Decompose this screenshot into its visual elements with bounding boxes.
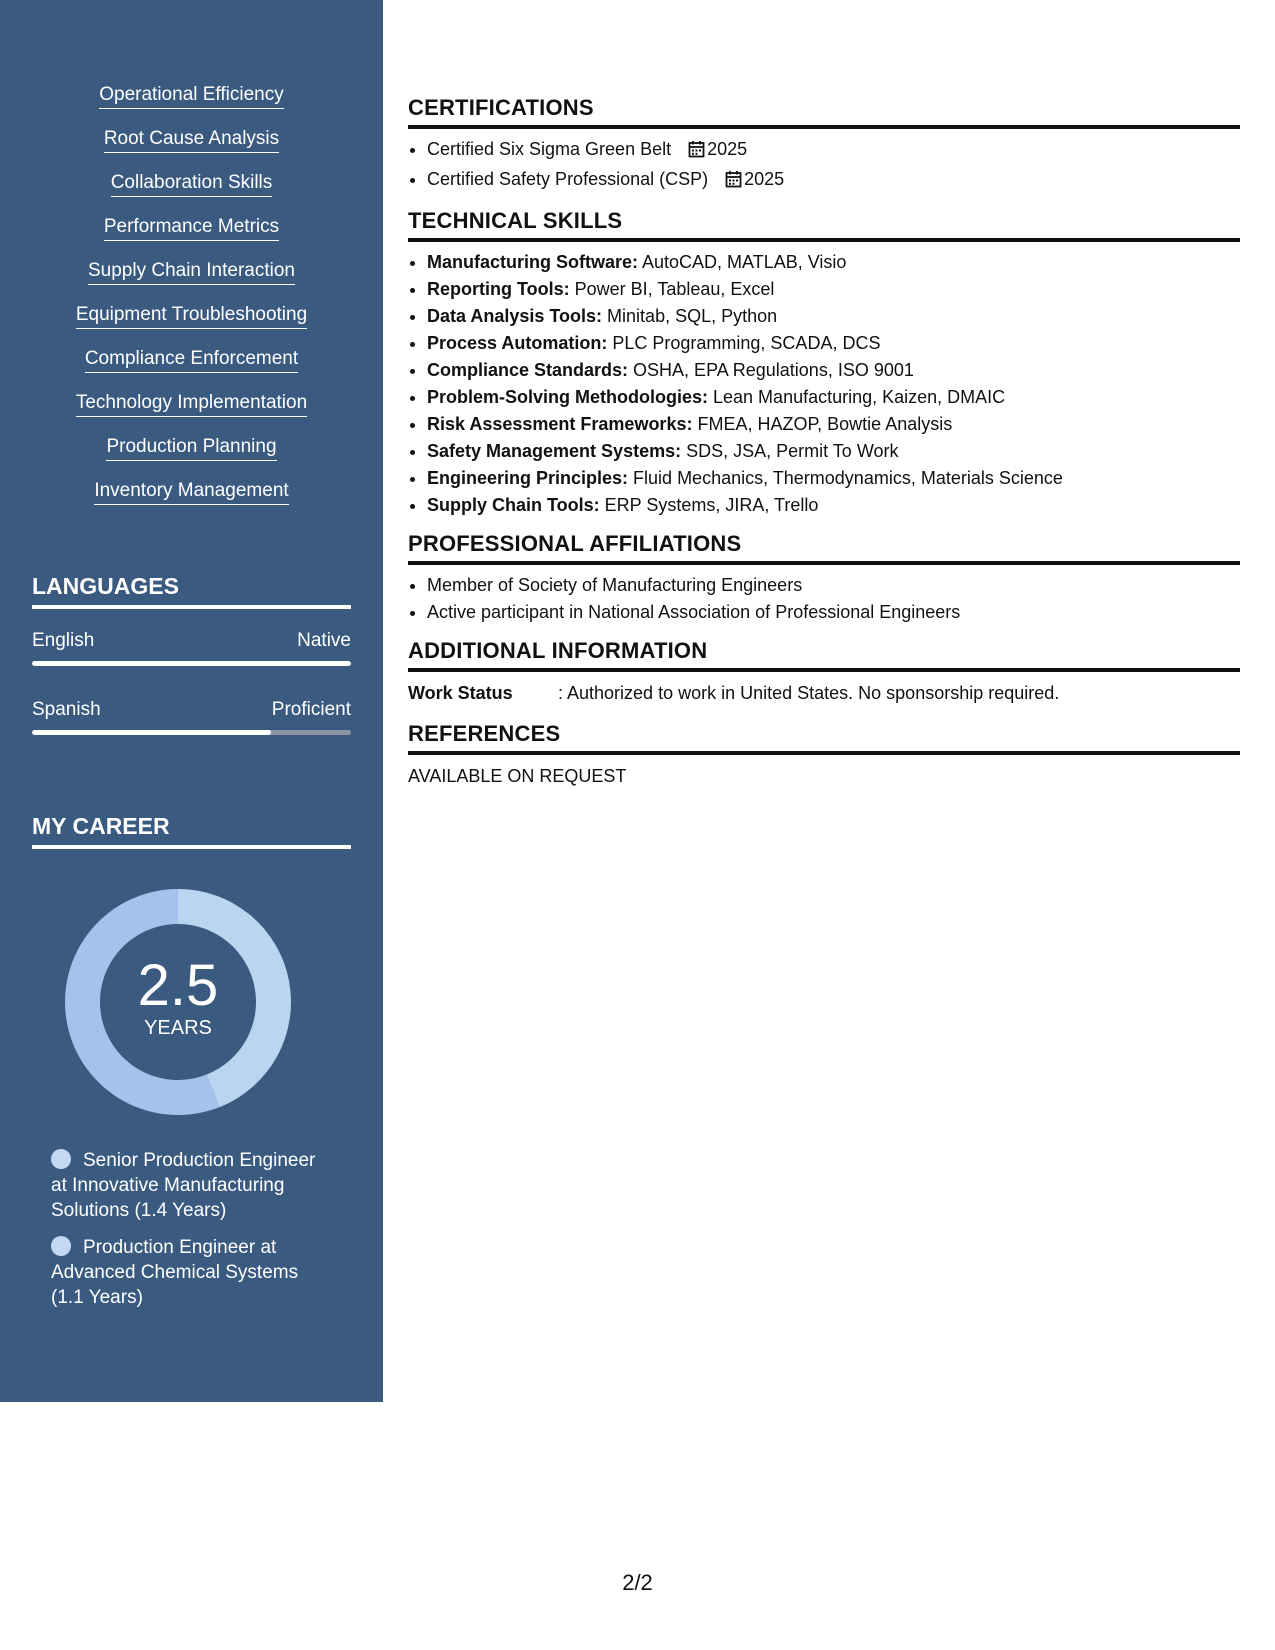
skill-label: Engineering Principles: [427, 468, 629, 488]
skill-item: Root Cause Analysis [104, 128, 279, 153]
skill-label: Supply Chain Tools: [427, 495, 600, 515]
skill-value: SDS, JSA, Permit To Work [681, 441, 899, 461]
references-text: AVAILABLE ON REQUEST [408, 766, 627, 786]
list-item [427, 411, 1240, 438]
certifications-heading: CERTIFICATIONS [408, 95, 1240, 129]
career-total: 2.5 [137, 953, 219, 1018]
skill-label: Compliance Standards: [427, 360, 629, 380]
technical-skills-list [408, 249, 1240, 519]
language-bar [32, 661, 351, 666]
language-name: English [32, 630, 95, 651]
list-item [427, 438, 1240, 465]
list-item [427, 166, 1240, 196]
list-item [427, 330, 1240, 357]
additional-info-heading: ADDITIONAL INFORMATION [408, 638, 1240, 672]
career-donut [64, 888, 292, 1116]
technical-skills-heading: TECHNICAL SKILLS [408, 208, 1240, 242]
skill-item: Supply Chain Interaction [88, 260, 295, 285]
languages-heading: LANGUAGES [32, 573, 351, 609]
language-row [32, 699, 351, 721]
language-bar [32, 730, 351, 735]
list-item [427, 136, 1240, 166]
skill-item: Operational Efficiency [99, 84, 283, 109]
list-item [427, 492, 1240, 519]
skill-label: Safety Management Systems: [427, 441, 682, 461]
certification-name: Certified Six Sigma Green Belt [427, 139, 672, 159]
language-bar-fill [32, 730, 271, 735]
skill-label: Problem-Solving Methodologies: [427, 387, 709, 407]
certifications-list [408, 136, 1240, 196]
skill-item: Technology Implementation [76, 392, 307, 417]
bullet-dot-icon [51, 1236, 71, 1256]
work-status-value: : Authorized to work in United States. No sponsorship required. [558, 683, 1060, 703]
skill-value: OSHA, EPA Regulations, ISO 9001 [628, 360, 914, 380]
work-status-label: Work Status [408, 683, 513, 703]
list-item [427, 384, 1240, 411]
skill-item: Production Planning [106, 436, 276, 461]
career-unit: YEARS [144, 1017, 212, 1039]
career-heading: MY CAREER [32, 813, 351, 849]
skill-value: FMEA, HAZOP, Bowtie Analysis [692, 414, 953, 434]
list-item [427, 357, 1240, 384]
skill-value: PLC Programming, SCADA, DCS [607, 333, 881, 353]
main-content [408, 95, 1240, 790]
sidebar [0, 0, 383, 1402]
skill-value: AutoCAD, MATLAB, Visio [638, 252, 847, 272]
references-heading: REFERENCES [408, 721, 1240, 755]
skill-label: Data Analysis Tools: [427, 306, 603, 326]
skill-item: Inventory Management [94, 480, 288, 505]
language-bar-fill [32, 661, 351, 666]
skills-list [0, 84, 383, 524]
skill-label: Risk Assessment Frameworks: [427, 414, 693, 434]
skill-label: Reporting Tools: [427, 279, 570, 299]
language-level: Native [297, 630, 351, 651]
skill-item: Compliance Enforcement [85, 348, 298, 373]
language-name: Spanish [32, 699, 101, 720]
career-item [51, 1148, 321, 1223]
affiliations-heading: PROFESSIONAL AFFILIATIONS [408, 531, 1240, 565]
skill-value: ERP Systems, JIRA, Trello [599, 495, 819, 515]
skill-label: Manufacturing Software: [427, 252, 639, 272]
skill-value: Power BI, Tableau, Excel [569, 279, 775, 299]
certification-year: 2025 [744, 169, 785, 189]
skill-value: Fluid Mechanics, Thermodynamics, Materials Science [628, 468, 1063, 488]
skill-item: Performance Metrics [104, 216, 279, 241]
skill-item: Equipment Troubleshooting [76, 304, 307, 329]
list-item: • Active participant in National Association of Professional Engineers [427, 599, 1240, 626]
certification-name: Certified Safety Professional (CSP) [427, 169, 709, 189]
language-row [32, 630, 351, 652]
skill-value: Minitab, SQL, Python [602, 306, 778, 326]
career-item-text: Production Engineer at Advanced Chemical Systems (1.1 Years) [51, 1237, 299, 1308]
page-number: 2/2 [622, 1570, 653, 1595]
calendar-icon [725, 169, 742, 196]
career-item-text: Senior Production Engineer at Innovative Manufacturing Solutions (1.4 Years) [51, 1150, 316, 1221]
list-item: • Member of Society of Manufacturing Engineers [427, 572, 1240, 599]
calendar-icon [688, 139, 705, 166]
career-item [51, 1235, 321, 1310]
bullet-dot-icon [51, 1149, 71, 1169]
work-status-row [408, 679, 1240, 707]
skill-value: Lean Manufacturing, Kaizen, DMAIC [708, 387, 1006, 407]
list-item [427, 276, 1240, 303]
list-item [427, 303, 1240, 330]
skill-label: Process Automation: [427, 333, 608, 353]
list-item [427, 465, 1240, 492]
affiliations-list [408, 572, 1240, 626]
list-item [427, 249, 1240, 276]
skill-item: Collaboration Skills [111, 172, 273, 197]
certification-year: 2025 [707, 139, 748, 159]
language-level: Proficient [271, 699, 351, 720]
career-donut-center [64, 888, 292, 1116]
